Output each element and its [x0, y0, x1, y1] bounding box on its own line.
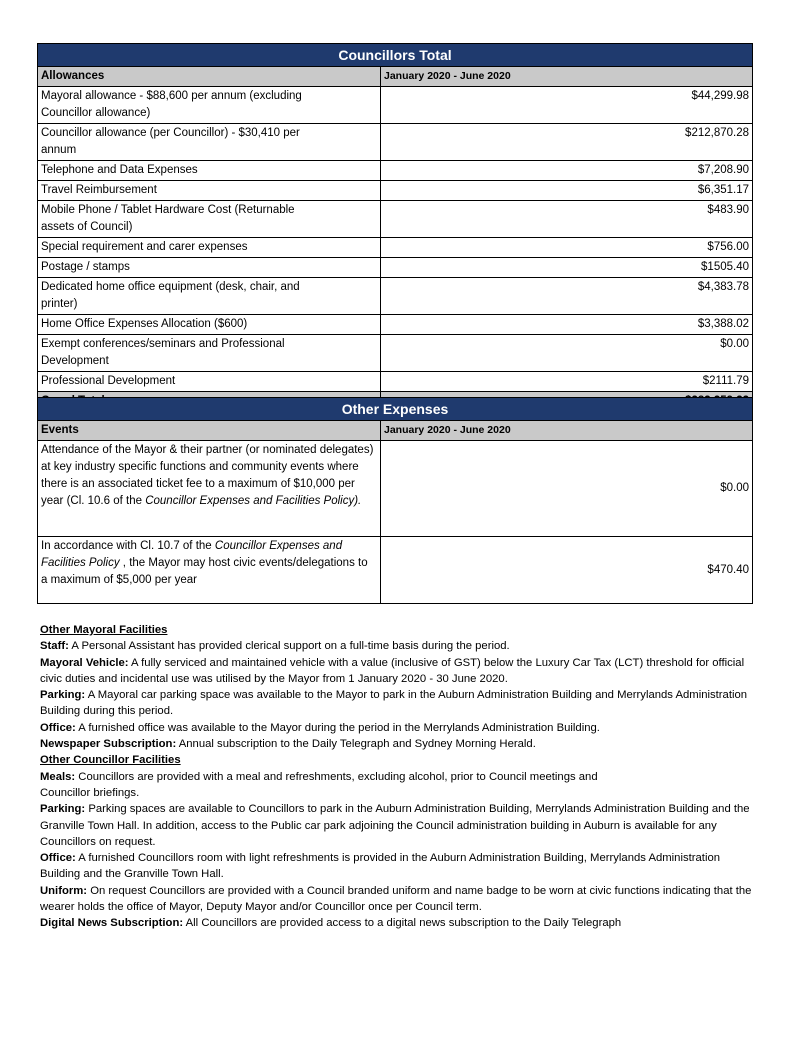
note-item: [40, 801, 756, 850]
policy-name: Councillor Expenses and Facilities Policy: [41, 540, 343, 569]
row-value: $6,351.17: [381, 181, 753, 201]
note-item: [40, 720, 756, 736]
period-header: January 2020 - June 2020: [381, 421, 753, 441]
row-value: $0.00: [381, 335, 753, 372]
row-label: Professional Development: [38, 372, 381, 392]
table-header-row: [38, 67, 753, 87]
row-value: $4,383.78: [381, 278, 753, 315]
councillors-total-title: Councillors Total: [38, 44, 753, 67]
note-term: Uniform:: [40, 884, 88, 897]
other-expenses-title: Other Expenses: [38, 398, 753, 421]
table-row: [38, 201, 753, 238]
note-term: Meals:: [40, 770, 76, 783]
note-item: [40, 915, 756, 930]
allowances-header: Allowances: [38, 67, 381, 87]
row-label: [38, 537, 381, 604]
table-row: [38, 315, 753, 335]
note-item: [40, 883, 756, 916]
note-text: Annual subscription to the Daily Telegraph and Sydney Morning Herald.: [176, 738, 536, 751]
note-term: Digital News Subscription:: [40, 917, 184, 930]
table-row: [38, 441, 753, 537]
note-term: Office:: [40, 852, 76, 865]
note-text: Parking spaces are available to Councillors to park in the Auburn Administration Building, Merrylands Administration Building and the Granville Town Hall. In addition, access to the Public car park adjoining the Council administration building in Auburn is available for any Councillors on request.: [40, 803, 750, 848]
note-term: Mayoral Vehicle:: [40, 656, 129, 669]
table-row: [38, 258, 753, 278]
table-row: [38, 238, 753, 258]
note-term: Newspaper Subscription:: [40, 738, 177, 751]
row-value: $0.00: [381, 441, 753, 537]
table-row: [38, 87, 753, 124]
row-label: Mayoral allowance - $88,600 per annum (excluding Councillor allowance): [38, 87, 381, 124]
note-item: [40, 655, 756, 688]
councillor-facilities-heading: Other Councillor Facilities: [40, 754, 181, 767]
row-label: Exempt conferences/seminars and Professional Development: [38, 335, 381, 372]
table-row: [38, 372, 753, 392]
period-header: January 2020 - June 2020: [381, 67, 753, 87]
note-item: [40, 850, 756, 883]
row-value: $470.40: [381, 537, 753, 604]
row-label: Special requirement and carer expenses: [38, 238, 381, 258]
row-label: Dedicated home office equipment (desk, chair, and printer): [38, 278, 381, 315]
row-label: Councillor allowance (per Councillor) - $30,410 per annum: [38, 124, 381, 161]
row-label: Travel Reimbursement: [38, 181, 381, 201]
row-value: $44,299.98: [381, 87, 753, 124]
note-text: Councillors are provided with a meal and refreshments, excluding alcohol, prior to Council meetings and Councillor briefings.: [40, 770, 598, 799]
table-row: [38, 124, 753, 161]
facilities-notes: [40, 622, 756, 930]
table-title-row: [38, 398, 753, 421]
table-row: [38, 537, 753, 604]
note-text: All Councillors are provided access to a digital news subscription to the Daily Telegraph: [183, 917, 622, 930]
note-item: [40, 687, 756, 720]
row-value: $1505.40: [381, 258, 753, 278]
councillors-total-table: [37, 43, 753, 412]
row-value: $483.90: [381, 201, 753, 238]
note-text: A furnished office was available to the Mayor during the period in the Merrylands Administration Building.: [75, 721, 600, 734]
note-term: Staff:: [40, 640, 69, 653]
note-item: [40, 736, 756, 752]
table-row: [38, 335, 753, 372]
note-term: Parking:: [40, 803, 86, 816]
mayoral-facilities-heading: Other Mayoral Facilities: [40, 624, 168, 636]
note-text: On request Councillors are provided with a Council branded uniform and name badge to be worn at civic functions indicating that the wearer holds the office of Mayor, Deputy Mayor and/or Councillor once per Council term.: [40, 884, 752, 914]
table-row: [38, 161, 753, 181]
row-label-text: , the Mayor may host civic events/delegations to a maximum of $5,000 per year: [41, 557, 368, 586]
row-label: [38, 441, 381, 537]
note-text: A fully serviced and maintained vehicle with a value (inclusive of GST) below the Luxury Car Tax (LCT) threshold for official civic duties and incidental use was utilised by the Mayor from 1 January 2020 - 30 June 2020.: [40, 656, 745, 685]
policy-name: Councillor Expenses and Facilities Policy).: [145, 495, 362, 507]
row-label: Postage / stamps: [38, 258, 381, 278]
row-label: Mobile Phone / Tablet Hardware Cost (Returnable assets of Council): [38, 201, 381, 238]
note-term: Parking:: [40, 689, 86, 702]
note-term: Office:: [40, 721, 76, 734]
row-value: $3,388.02: [381, 315, 753, 335]
note-item: [40, 638, 756, 654]
table-title-row: [38, 44, 753, 67]
row-label: Home Office Expenses Allocation ($600): [38, 315, 381, 335]
row-value: $212,870.28: [381, 124, 753, 161]
table-row: [38, 181, 753, 201]
row-value: $7,208.90: [381, 161, 753, 181]
row-label: Telephone and Data Expenses: [38, 161, 381, 181]
events-header: Events: [38, 421, 381, 441]
table-header-row: [38, 421, 753, 441]
other-expenses-table: [37, 397, 753, 604]
row-value: $2111.79: [381, 372, 753, 392]
table-row: [38, 278, 753, 315]
note-text: A furnished Councillors room with light refreshments is provided in the Auburn Administration Building, Merrylands Administration Building and the Granville Town Hall.: [40, 852, 721, 881]
row-label-text: In accordance with Cl. 10.7 of the: [41, 540, 215, 552]
row-value: $756.00: [381, 238, 753, 258]
note-item: [40, 769, 756, 802]
note-text: A Personal Assistant has provided clerical support on a full-time basis during the period.: [68, 640, 510, 653]
note-text: A Mayoral car parking space was available to the Mayor to park in the Auburn Administration Building and Merrylands Administration Building during this period.: [40, 689, 748, 718]
row-label-text: Attendance of the Mayor & their partner (or nominated delegates) at key industry specific functions and community events where there is an associated ticket fee to a maximum of $10,000 per year (Cl. 10.6 of the: [41, 444, 374, 507]
